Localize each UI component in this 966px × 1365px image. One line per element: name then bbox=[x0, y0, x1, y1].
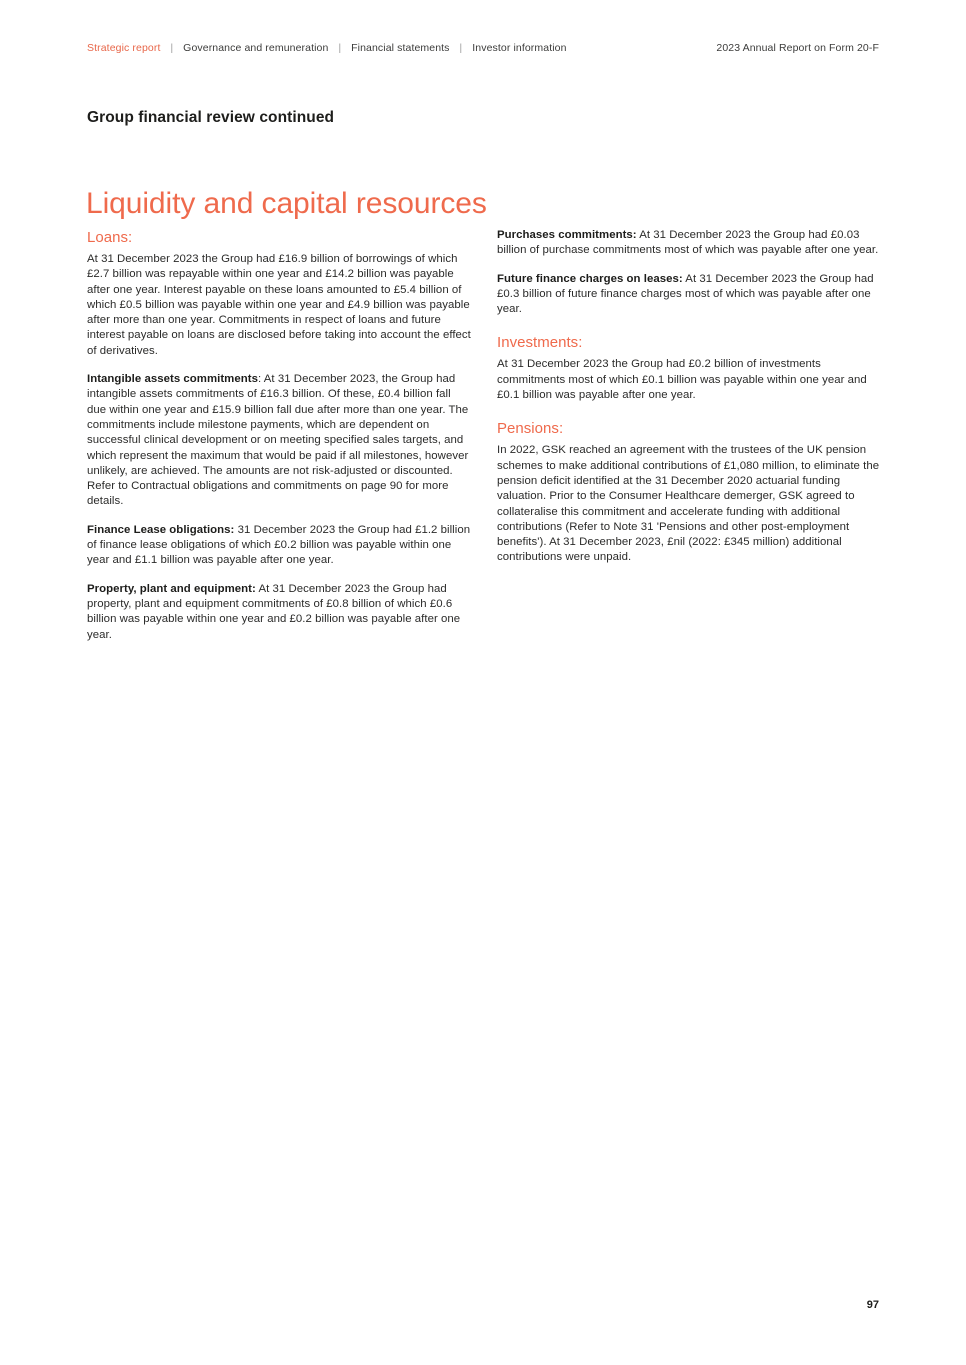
paragraph-lead-in: Purchases commitments: bbox=[497, 229, 637, 241]
paragraph-lead-in: Intangible assets commitments bbox=[87, 373, 258, 386]
paragraph-investments bbox=[497, 357, 883, 403]
paragraph-text: At 31 December 2023 the Group had property, plant and equipment commitments of £0.8 billion of which £0.6 billion was payable within one year and £0.2 billion was payable after one year. bbox=[87, 582, 461, 641]
paragraph-text: At 31 December 2023 the Group had £0.3 billion of future finance charges most of which was payable after one year. bbox=[497, 272, 874, 316]
right-column bbox=[497, 228, 883, 643]
nav-item-governance-and-remuneration[interactable]: Governance and remuneration bbox=[183, 42, 329, 54]
paragraph-text: At 31 December 2023 the Group had £16.9 billion of borrowings of which £2.7 billion was repayable within one year and £14.2 billion was payable after one year. Interest payable on these loans amounted to £5.4 billion of which £0.5 billion was payable within one year and £4.9 billion was payable after more than one year. Commitments in respect of loans and future interest payable on loans are disclosed before taking into account the effect of derivatives. bbox=[87, 253, 471, 357]
body-columns bbox=[87, 228, 882, 643]
nav-separator: | bbox=[338, 43, 342, 54]
paragraph-intangible-assets-commitments bbox=[87, 372, 473, 510]
paragraph-pensions bbox=[497, 443, 883, 565]
paragraph-text: 31 December 2023 the Group had £1.2 billion of finance lease obligations of which £0.2 billion was payable within one year and £1.1 billion was payable after one year. bbox=[87, 523, 471, 567]
paragraph-future-finance-charges-on-leases bbox=[497, 272, 883, 318]
paragraph-text: At 31 December 2023 the Group had £0.2 billion of investments commitments most of which £0.1 billion was payable within one year and £0.1 billion was payable after one year. bbox=[497, 358, 867, 402]
nav-item-strategic-report[interactable]: Strategic report bbox=[87, 42, 161, 54]
heading-investments: Investments: bbox=[497, 334, 583, 352]
paragraph-loans bbox=[87, 252, 473, 359]
left-column bbox=[87, 228, 473, 643]
nav-separator: | bbox=[170, 43, 174, 54]
paragraph-purchases-commitments bbox=[497, 228, 883, 259]
running-header bbox=[87, 41, 879, 56]
page-title: Liquidity and capital resources bbox=[86, 187, 487, 220]
paragraph-lead-in: Finance Lease obligations: bbox=[87, 523, 235, 536]
nav-item-investor-information[interactable]: Investor information bbox=[472, 42, 567, 54]
section-kicker: Group financial review continued bbox=[87, 109, 335, 126]
header-section-nav bbox=[87, 41, 567, 56]
page-number: 97 bbox=[866, 1299, 879, 1311]
nav-item-financial-statements[interactable]: Financial statements bbox=[351, 42, 450, 54]
paragraph-text: : At 31 December 2023, the Group had intangible assets commitments of £16.3 billion. Of these, £0.4 billion fall due within one year and £15.9 billion fall due after more than one year. The commitments include milestone payments, which are dependent on successful clinical development or on meeting specified sales targets, and which represent the maximum that would be paid if all milestones, however unlikely, are achieved. The amounts are not risk-adjusted or discounted. Refer to Contractual obligations and commitments on page 90 for more details. bbox=[87, 373, 469, 508]
header-document-title: 2023 Annual Report on Form 20-F bbox=[716, 42, 879, 54]
paragraph-property-plant-and-equipment bbox=[87, 582, 473, 643]
paragraph-finance-lease-obligations bbox=[87, 523, 473, 569]
heading-loans: Loans: bbox=[87, 229, 133, 246]
paragraph-lead-in: Future finance charges on leases: bbox=[497, 272, 683, 285]
paragraph-lead-in: Property, plant and equipment: bbox=[87, 582, 256, 595]
paragraph-text: In 2022, GSK reached an agreement with the trustees of the UK pension schemes to make additional contributions of £1,080 million, to eliminate the pension deficit identified at the 31 December 2020 actuarial funding valuation. Prior to the Consumer Healthcare demerger, GSK agreed to collateralise this commitment and accelerate funding with additional contributions (Refer to Note 31 'Pensions and other post-employment benefits'). At 31 December 2023, £nil (2022: £345 million) additional contributions were unpaid. bbox=[497, 444, 880, 564]
nav-separator: | bbox=[459, 43, 463, 54]
heading-pensions: Pensions: bbox=[497, 420, 564, 438]
paragraph-text: At 31 December 2023 the Group had £0.03 billion of purchase commitments most of which was payable after one year. bbox=[497, 229, 879, 257]
